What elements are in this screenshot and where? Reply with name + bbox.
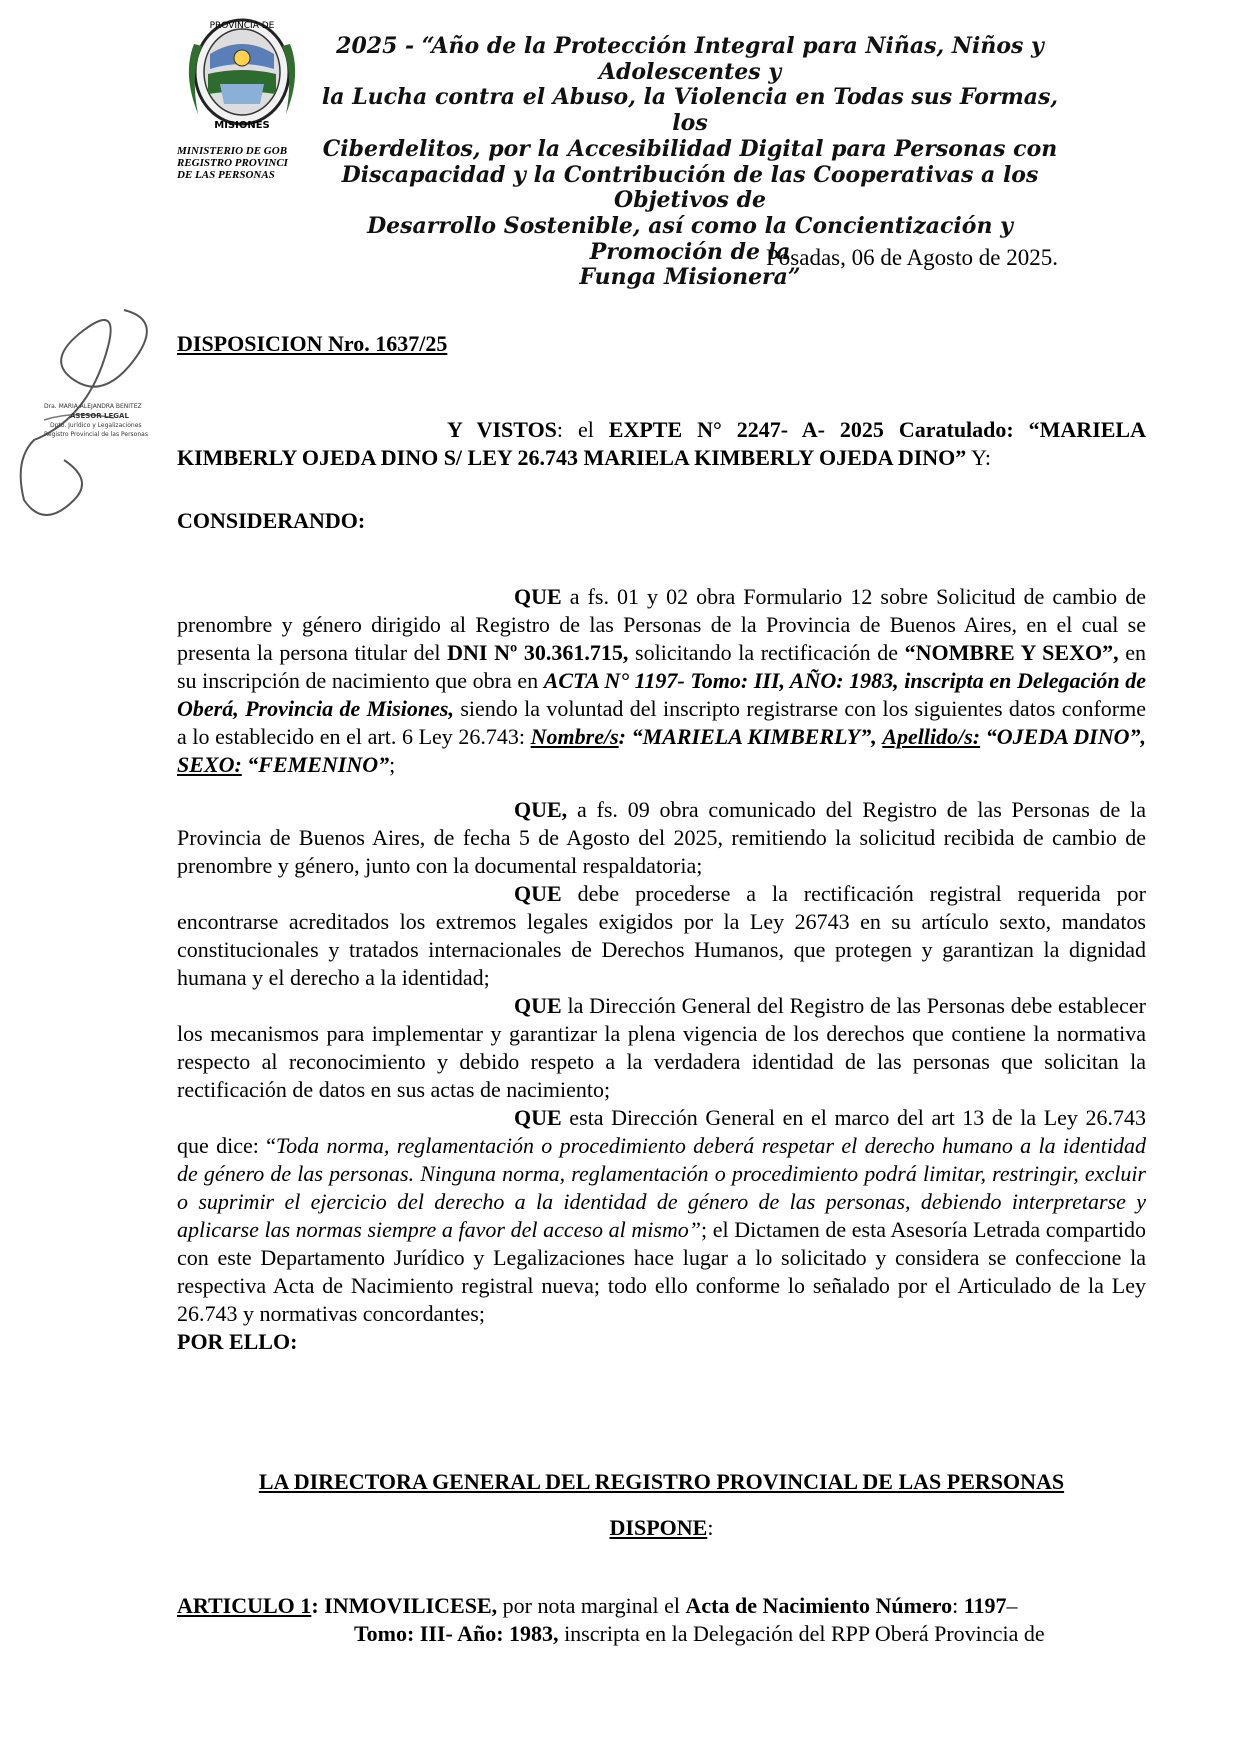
art1-dash: –: [1006, 1593, 1018, 1618]
ministry-line-1: MINISTERIO DE GOB: [177, 145, 288, 157]
art1-tomo: Tomo: III- Año: 1983,: [354, 1621, 559, 1646]
year-motto-line-4: Discapacidad y la Contribución de las Cooperativas a los Objetivos de: [341, 161, 1039, 214]
que-2: QUE,: [514, 797, 568, 822]
province-seal: [180, 14, 304, 134]
dispone-label: DISPONE: [609, 1515, 708, 1540]
stamp-line-3: Dpto. Jurídico y Legalizaciones: [50, 422, 142, 429]
year-motto-line-2: la Lucha contra el Abuso, la Violencia en Todas sus Formas, los: [321, 84, 1059, 137]
p5-text-1: esta Dirección General en el marco del art 13 de la Ley 26.743 que dice: “: [177, 1105, 1146, 1158]
nombre-colon: :: [618, 724, 632, 749]
nombre-value: “MARIELA KIMBERLY”,: [631, 724, 877, 749]
article-1: [177, 1592, 1146, 1648]
ministry-line-2: REGISTRO PROVINCI: [177, 157, 288, 169]
nombre-sexo: “NOMBRE Y SEXO”,: [904, 640, 1119, 665]
year-motto-line-5: Desarrollo Sostenible, así como la Concientización y Promoción de la: [367, 212, 1013, 265]
art1-text-1: por nota marginal el: [497, 1593, 686, 1618]
p1-text-1: a fs. 01 y 02 obra Formulario 12 sobre Solicitud de cambio de prenombre y género dirigido al Registro de las Personas de la Provincia de Buenos Aires, en el cual se presenta la persona titular del: [177, 584, 1146, 665]
year-motto-line-1: 2025 - “Año de la Protección Integral para Niñas, Niños y Adolescentes y: [336, 33, 1044, 85]
paragraph-2: [177, 796, 1146, 880]
signature-stamp: [14, 300, 174, 530]
vistos-text-2: Y:: [966, 445, 991, 470]
acta-reference: ACTA N° 1197- Tomo: III, AÑO: 1983, inscripta en Delegación de Oberá, Provincia de Misiones,: [177, 668, 1146, 721]
que-4: QUE: [514, 993, 562, 1018]
law-quote: Toda norma, reglamentación o procedimiento deberá respetar el derecho humano a la identidad de género de las personas. Ninguna norma, reglamentación o procedimiento podrá limitar, restringir, excluir o suprimir el ejercicio del derecho a la identidad de género de las personas, debiendo interpretarse y aplicarse las normas siempre a favor del acceso al mismo”: [177, 1133, 1146, 1242]
p5-text-2: ; el Dictamen de esta Asesoría Letrada compartido con este Departamento Jurídico y Legalizaciones hace lugar a lo solicitado y considera se confeccione la respectiva Acta de Nacimiento registral nueva; todo ello conforme lo señalado por el Articulado de la Ley 26.743 y normativas concordantes;: [177, 1217, 1146, 1326]
nombre-label: Nombre/s: [530, 724, 619, 749]
stamp-line-1: Dra. MARIA ALEJANDRA BENITEZ: [44, 403, 142, 410]
p1-text-4: siendo la voluntad del inscripto registrarse con los siguientes datos conforme a lo establecido en el art. 6 Ley 26.743:: [177, 696, 1146, 749]
disposition-title: DISPOSICION Nro. 1637/25: [177, 331, 448, 356]
article-1-label: ARTICULO 1: [177, 1593, 312, 1618]
paragraph-1: [177, 583, 1146, 779]
que-5: QUE: [514, 1105, 562, 1130]
directora-label: LA DIRECTORA GENERAL DEL REGISTRO PROVINCIAL DE LAS PERSONAS: [258, 1469, 1065, 1494]
stamp-line-2: ASESOR LEGAL: [70, 412, 129, 420]
stamp-line-4: Registro Provincial de las Personas: [44, 431, 148, 438]
directora-heading: [177, 1468, 1146, 1496]
sexo-value: “FEMENINO”: [241, 752, 390, 777]
p2-text: a fs. 09 obra comunicado del Registro de las Personas de la Provincia de Buenos Aires, de fecha 5 de Agosto del 2025, remitiendo la solicitud recibida de cambio de prenombre y género, junto con la documental respaldatoria;: [177, 797, 1146, 878]
considerando-label: CONSIDERANDO:: [177, 508, 366, 533]
que-1: QUE: [514, 584, 562, 609]
p1-text-2: solicitando la rectificación de: [628, 640, 905, 665]
p3-text: debe procederse a la rectificación registral requerida por encontrarse acreditados los extremos legales exigidos por la Ley 26743 en su artículo sexto, mandatos constitucionales y tratados internacionales de Derechos Humanos, que protegen y garantizan la dignidad humana y el derecho a la identidad;: [177, 881, 1146, 990]
apellido-value: “OJEDA DINO”,: [980, 724, 1147, 749]
p1-text-5: ;: [389, 752, 396, 777]
vistos-paragraph: [177, 416, 1146, 472]
p4-text: la Dirección General del Registro de las Personas debe establecer los mecanismos para implementar y garantizar la plena vigencia de los derechos que contiene la normativa respecto al reconocimiento y debido respeto a la verdadera identidad de las personas que solicitan la rectificación de datos en sus actas de nacimiento;: [177, 993, 1146, 1102]
apellido-label: Apellido/s:: [882, 724, 981, 749]
paragraph-4: [177, 992, 1146, 1104]
considerando-body: [177, 583, 1146, 1356]
art1-text-2: inscripta en la Delegación del RPP Oberá Provincia de: [558, 1621, 1045, 1646]
paragraph-3: [177, 880, 1146, 992]
paragraph-5: [177, 1104, 1146, 1328]
seal-text-top: PROVINCIA DE: [209, 21, 275, 31]
ministry-line-3: DE LAS PERSONAS: [177, 169, 275, 181]
art1-number: 1197: [963, 1593, 1007, 1618]
que-3: QUE: [514, 881, 562, 906]
dni: DNI Nº 30.361.715,: [447, 640, 629, 665]
year-motto-line-6: Funga Misionera”: [579, 264, 801, 291]
art1-acta: Acta de Nacimiento Número: [685, 1593, 953, 1618]
art1-colon: :: [952, 1593, 964, 1618]
document-date: Posadas, 06 de Agosto de 2025.: [766, 245, 1058, 270]
vistos-label: Y VISTOS: [447, 417, 557, 442]
year-motto-line-3: Ciberdelitos, por la Accesibilidad Digital para Personas con: [322, 135, 1058, 162]
vistos-text-1: : el: [556, 417, 609, 442]
ministry-block: [177, 145, 305, 181]
dispone-heading: [177, 1514, 1146, 1542]
dispone-colon: :: [707, 1515, 714, 1540]
seal-text-bottom: MISIONES: [214, 120, 270, 131]
art1-inmovilicese: : INMOVILICESE,: [311, 1593, 498, 1618]
p1-text-3: en su inscripción de nacimiento que obra en: [177, 640, 1147, 693]
por-ello: POR ELLO:: [177, 1329, 298, 1354]
sexo-label: SEXO:: [177, 752, 242, 777]
considerando-heading: [177, 507, 1146, 535]
expediente: EXPTE N° 2247- A- 2025 Caratulado: “MARIELA KIMBERLY OJEDA DINO S/ LEY 26.743 MARIELA KIMBERLY OJEDA DINO”: [177, 417, 1146, 470]
